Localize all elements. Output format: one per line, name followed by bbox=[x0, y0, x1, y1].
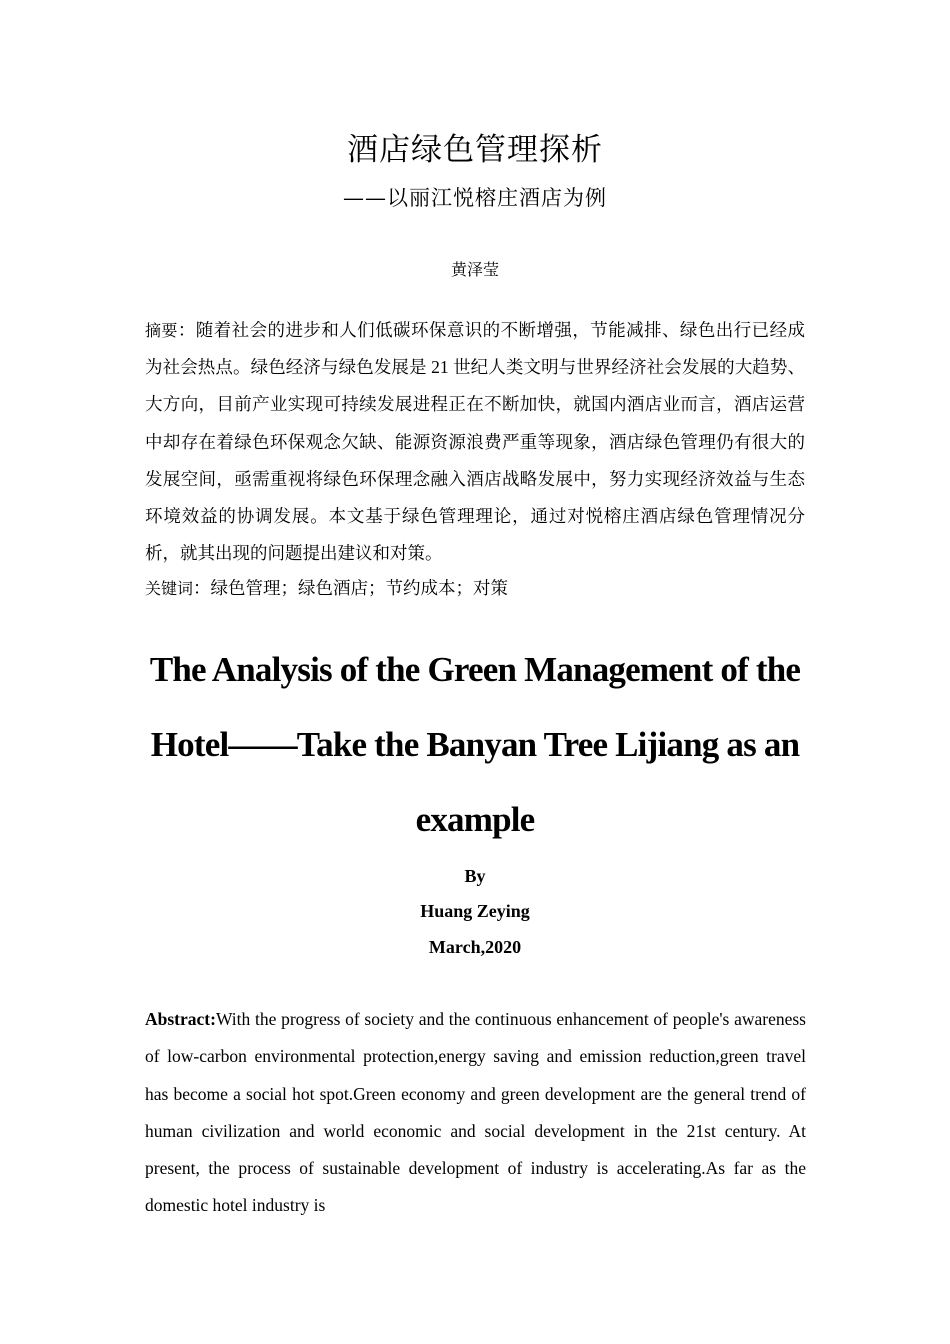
chinese-title: 酒店绿色管理探析 bbox=[347, 132, 603, 168]
english-date: March,2020 bbox=[428, 937, 522, 957]
english-abstract bbox=[145, 1001, 806, 1225]
english-title: The Analysis of the Green Management of the Hotel——Take the Banyan Tree Lijiang as an example bbox=[149, 650, 801, 839]
chinese-abstract-text: ：随着社会的进步和人们低碳环保意识的不断增强，节能减排、绿色出行已经成为社会热点。绿色经济与绿色发展是 21 世纪人类文明与世界经济社会发展的大趋势、大方向，目前产业实现可持续发展进程正在不断加快，就国内酒店业而言，酒店运营中却存在着绿色环保观念欠缺、能源资源浪费严重等现象，酒店绿色管理仍有很大的发展空间，亟需重视将绿色环保理念融入酒店战略发展中，努力实现经济效益与生态环境效益的协调发展。本文基于绿色管理理论，通过对悦榕庄酒店绿色管理情况分析，就其出现的问题提出建议和对策。 bbox=[145, 320, 805, 564]
chinese-keywords-label: 关键词 bbox=[145, 579, 194, 598]
chinese-abstract-label: 摘要 bbox=[145, 321, 178, 340]
english-author: Huang Zeying bbox=[420, 901, 530, 921]
chinese-keywords-text: ：绿色管理；绿色酒店；节约成本；对策 bbox=[193, 578, 509, 598]
chinese-abstract bbox=[145, 312, 805, 572]
english-by: By bbox=[464, 866, 486, 886]
english-abstract-label: Abstract: bbox=[145, 1009, 216, 1029]
english-abstract-text: With the progress of society and the continuous enhancement of people's awareness of low-carbon environmental protection,energy saving and emission reduction,green travel has become a social hot spot.Green economy and green development are the general trend of human civilization and world economic and social development in the 21st century. At present, the process of sustainable development of industry is accelerating.As far as the domestic hotel industry is bbox=[145, 1009, 806, 1216]
chinese-keywords bbox=[145, 573, 805, 604]
chinese-author: 黄泽莹 bbox=[450, 260, 499, 279]
chinese-subtitle: ——以丽江悦榕庄酒店为例 bbox=[343, 186, 607, 210]
